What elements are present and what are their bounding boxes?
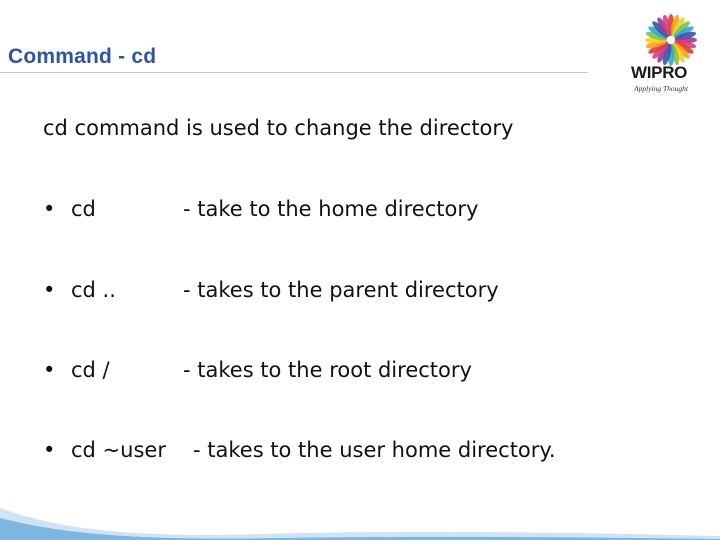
bottom-wave-decoration bbox=[0, 490, 720, 540]
bullet-description: - take to the home directory bbox=[183, 197, 479, 221]
bullet-marker: • bbox=[43, 278, 56, 302]
logo-wordmark: WIPRO bbox=[631, 63, 688, 82]
bullet-command: cd / bbox=[71, 358, 110, 382]
bullet-description: - takes to the user home directory. bbox=[193, 438, 556, 462]
slide-title: Command - cd bbox=[8, 45, 157, 68]
bullet-command: cd bbox=[71, 197, 96, 221]
bullet-command: cd ~user bbox=[71, 438, 166, 462]
bullet-description: - takes to the parent directory bbox=[183, 278, 499, 302]
intro-text: cd command is used to change the directory bbox=[43, 116, 514, 140]
bullet-marker: • bbox=[43, 197, 56, 221]
bullet-command: cd .. bbox=[71, 278, 116, 302]
logo-tagline: Applying Thought bbox=[634, 84, 688, 93]
bullet-description: - takes to the root directory bbox=[183, 358, 472, 382]
bullet-marker: • bbox=[43, 358, 56, 382]
bullet-marker: • bbox=[43, 438, 56, 462]
title-divider bbox=[0, 72, 588, 73]
